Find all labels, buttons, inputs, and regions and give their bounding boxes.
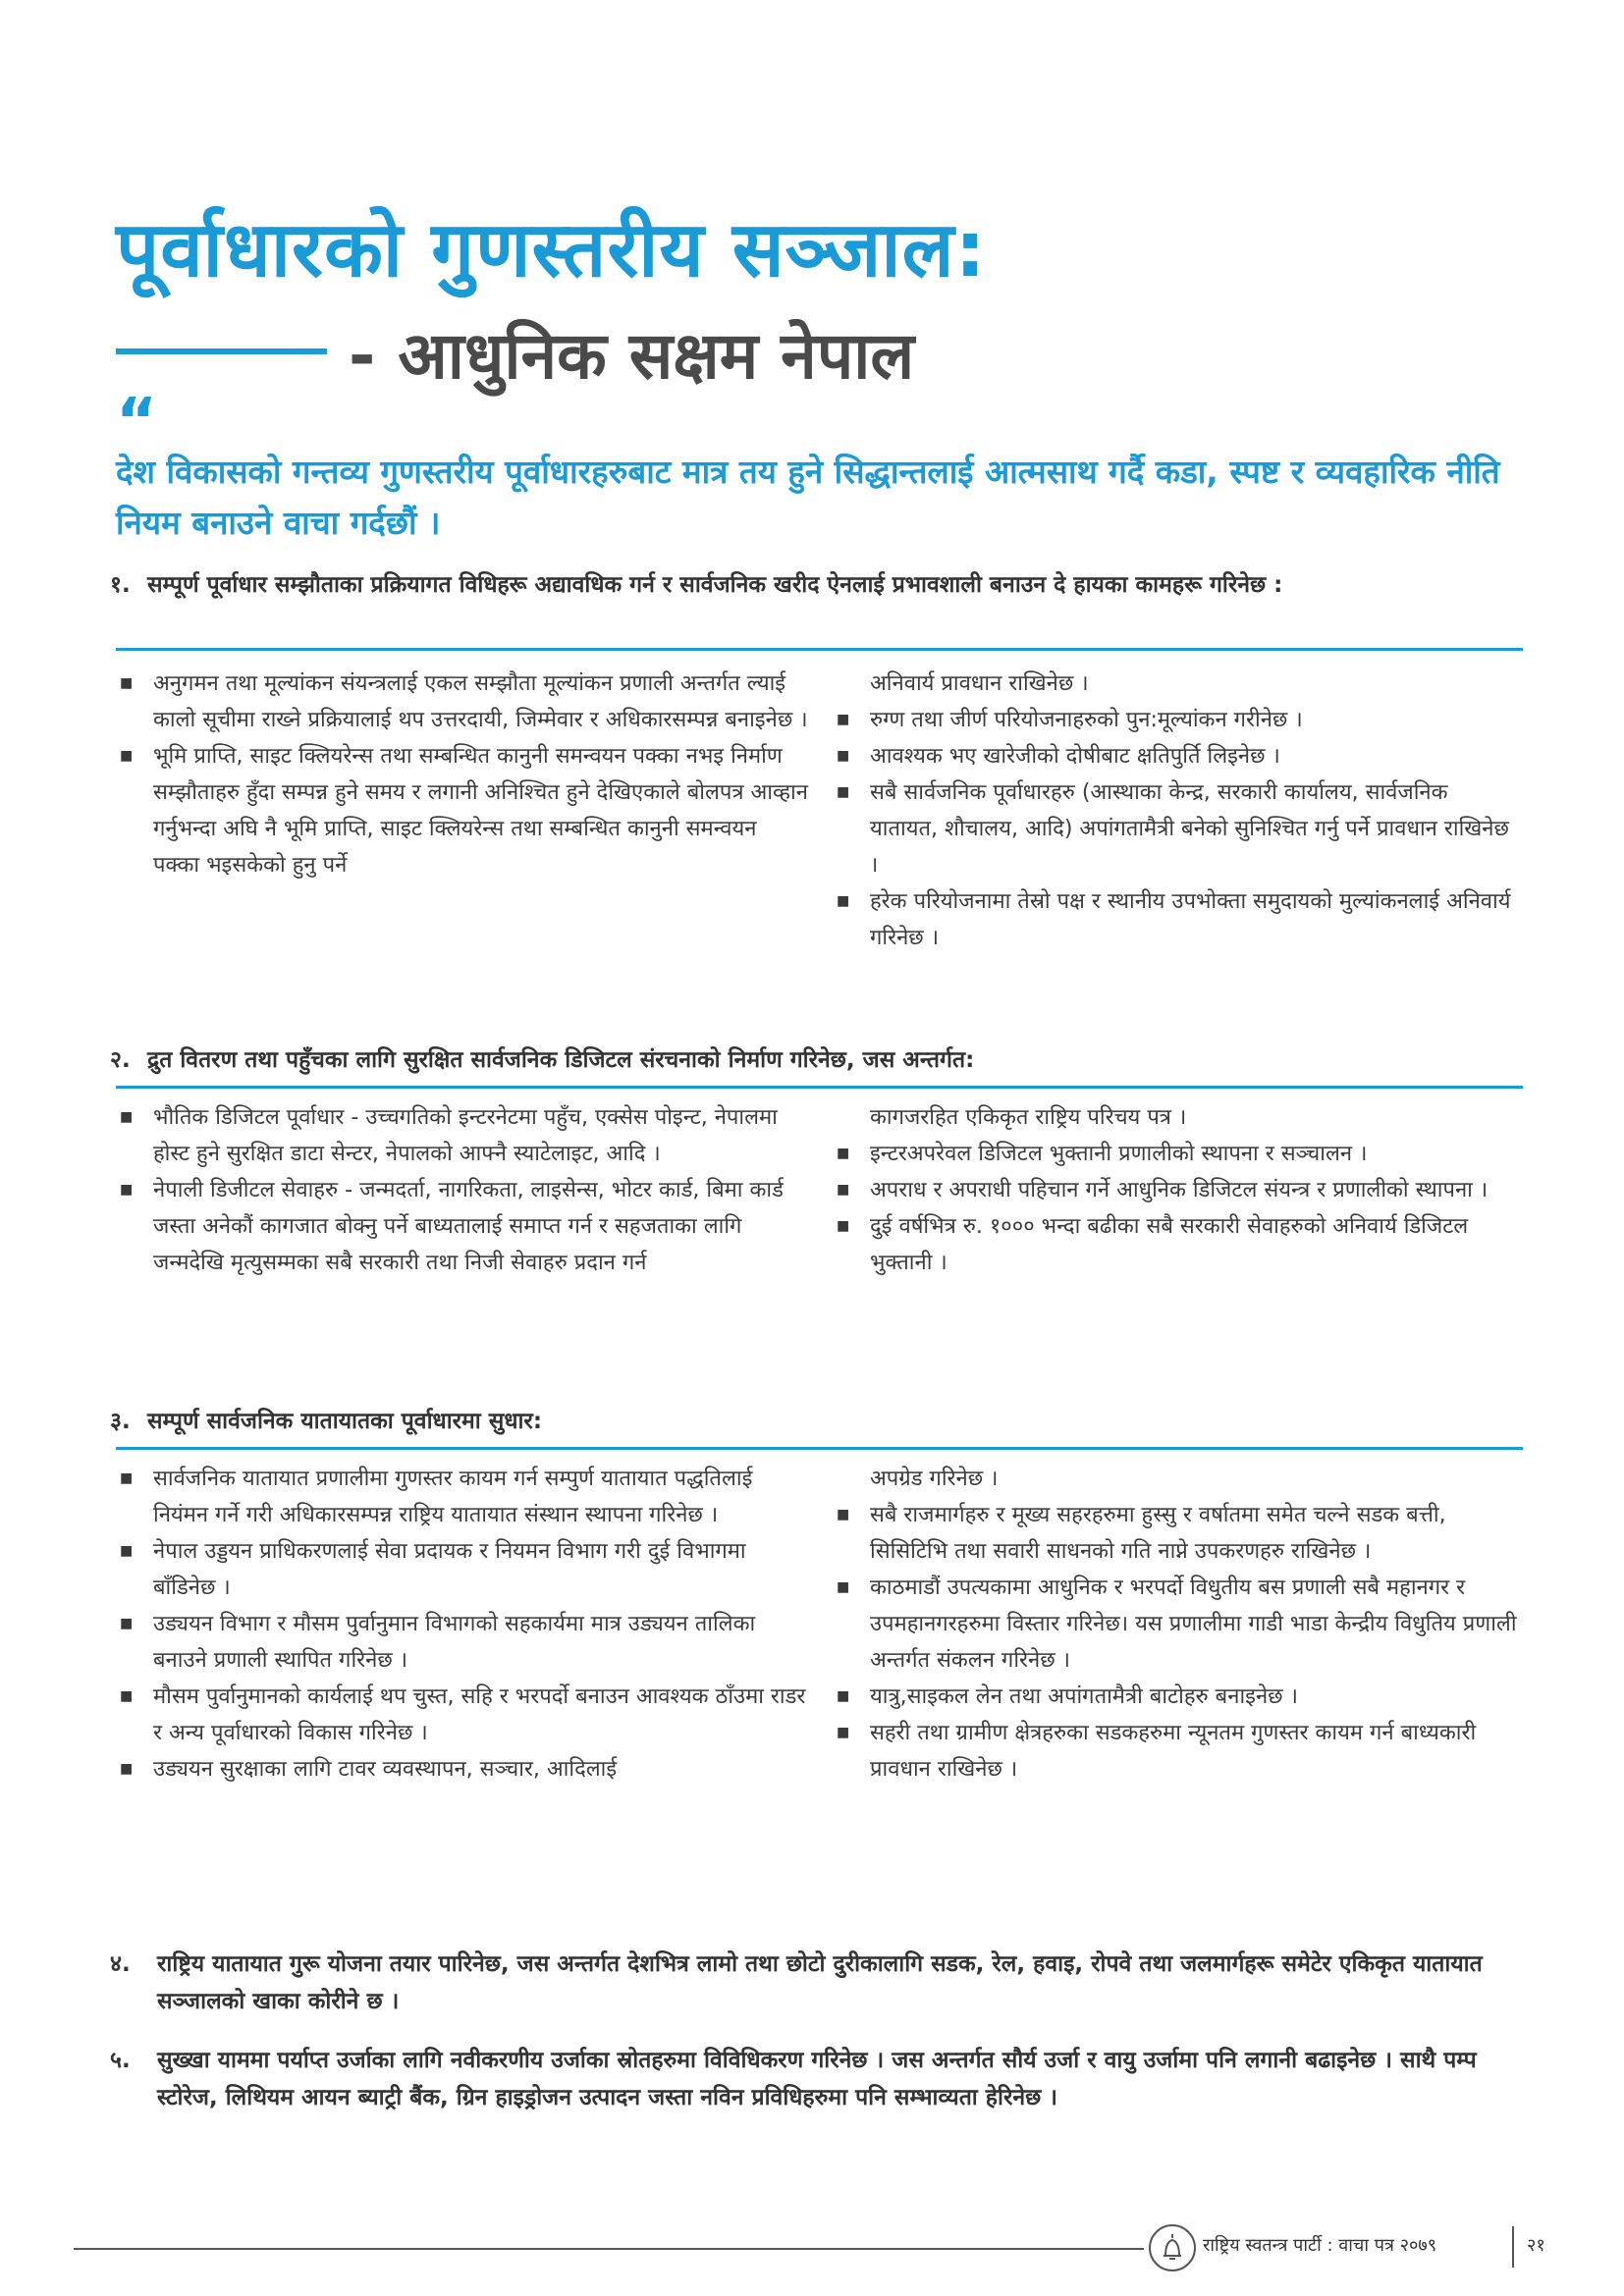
party-bell-icon: [1149, 2224, 1196, 2271]
bullet-icon: ■: [120, 1616, 134, 1631]
bullet-icon: ■: [837, 1146, 850, 1161]
list-item: ■ सबै राजमार्गहरु र मूख्य सहरहरुमा हुस्सु र वर्षातमा समेत चल्ने सडक बत्ती, सिसिटिभि तथा सवारी साधनको गति नाप्ने उपकरणहरु राखिनेछ ।: [833, 1497, 1520, 1570]
bullet-icon: ■: [837, 748, 850, 764]
bullet-icon: ■: [837, 1688, 850, 1704]
list-item: ■ भौतिक डिजिटल पूर्वाधार - उच्चगतिको इन्टरनेटमा पहुँच, एक्सेस पोइन्ट, नेपालमा होस्ट हुने सुरक्षित डाटा सेन्टर, नेपालको आफ्नै स्याटेलाइट, आदि ।: [116, 1099, 808, 1172]
paragraph-number: ५.: [110, 2048, 131, 2073]
list-item: ■ उड्ययन विभाग र मौसम पुर्वानुमान विभागको सहकार्यमा मात्र उड्ययन तालिका बनाउने प्रणाली स्थापित गरिनेछ ।: [116, 1606, 808, 1679]
bullet-icon: ■: [120, 1543, 134, 1559]
bullet-icon: ■: [120, 1688, 134, 1704]
bullet-icon: ■: [837, 1507, 850, 1522]
section-3-heading: [110, 1404, 1524, 1439]
paragraph-5: [110, 2042, 1524, 2116]
list-item-continuation: अपग्रेड गरिनेछ ।: [870, 1467, 999, 1491]
list-item: ■ रुग्ण तथा जीर्ण परियोजनाहरुको पुन:मूल्यांकन गरीनेछ ।: [833, 702, 1520, 738]
section-2-heading: [110, 1042, 1524, 1078]
section-1-heading: [110, 567, 1524, 603]
list-item: ■ सहरी तथा ग्रामीण क्षेत्रहरुका सडकहरुमा न्यूनतम गुणस्तर कायम गर्न बाध्यकारी प्रावधान राखिनेछ ।: [833, 1715, 1520, 1788]
bullet-icon: ■: [837, 1725, 850, 1740]
section-2-right-column: [833, 1099, 1520, 1281]
intro-quote: देश विकासको गन्तव्य गुणस्तरीय पूर्वाधारहरुबाट मात्र तय हुने सिद्धान्तलाई आत्मसाथ गर्दै कडा, स्पष्ट र व्यवहारिक नीति नियम बनाउने वाचा गर्दछौं ।: [116, 453, 1500, 542]
bullet-icon: ■: [837, 1218, 850, 1234]
bullet-icon: ■: [120, 1109, 134, 1125]
list-item: ■ हरेक परियोजनामा तेस्रो पक्ष र स्थानीय उपभोक्ता समुदायको मुल्यांकनलाई अनिवार्य गरिनेछ ।: [833, 883, 1520, 956]
paragraph-number: ४.: [110, 1951, 131, 1977]
bullet-icon: ■: [837, 1579, 850, 1595]
section-heading-text: द्रुत वितरण तथा पहुँचका लागि सुरक्षित सार्वजनिक डिजिटल संरचनाको निर्माण गरिनेछ, जस अन्तर्गत:: [147, 1047, 975, 1073]
page-subtitle: - आधुनिक सक्षम नेपाल: [349, 318, 915, 394]
list-item: ■ काठमाडौं उपत्यकामा आधुनिक र भरपर्दो विधुतीय बस प्रणाली सबै महानगर र उपमहानगरहरुमा विस्तार गरिनेछ। यस प्रणालीमा गाडी भाडा केन्द्रीय विधुतिय प्रणाली अन्तर्गत संकलन गरिनेछ ।: [833, 1570, 1520, 1679]
section-rule: [116, 1447, 1523, 1450]
paragraph-text: राष्ट्रिय यातायात गुरू योजना तयार पारिनेछ, जस अन्तर्गत देशभित्र लामो तथा छोटो दुरीकालागि सडक, रेल, हवाइ, रोपवे तथा जलमार्गहरू समेटेर एकिकृत यातायात सञ्जालको खाका कोरीने छ ।: [157, 1951, 1483, 2014]
list-item: ■ यात्रु,साइकल लेन तथा अपांगतामैत्री बाटोहरु बनाइनेछ ।: [833, 1679, 1520, 1715]
bullet-icon: ■: [120, 675, 134, 691]
page-title: पूर्वाधारको गुणस्तरीय सञ्जाल:: [116, 206, 987, 294]
page-number: २१: [1527, 2235, 1545, 2256]
bullet-icon: ■: [837, 712, 850, 727]
section-number: १.: [110, 572, 131, 598]
footer-rule: [74, 2248, 1144, 2250]
section-rule: [116, 1086, 1523, 1089]
footer-text: राष्ट्रिय स्वतन्त्र पार्टी : वाचा पत्र २०७९: [1203, 2235, 1437, 2256]
bullet-icon: ■: [120, 1182, 134, 1198]
list-item-continuation: कागजरहित एकिकृत राष्ट्रिय परिचय पत्र ।: [870, 1105, 1187, 1130]
section-3-right-column: [833, 1461, 1520, 1788]
section-3-left-column: [116, 1461, 808, 1788]
list-item: ■ आवश्यक भए खारेजीको दोषीबाट क्षतिपुर्ति लिइनेछ ।: [833, 738, 1520, 774]
section-number: ३.: [110, 1409, 131, 1434]
bullet-icon: ■: [837, 1182, 850, 1198]
list-item: ■ अपराध र अपराधी पहिचान गर्ने आधुनिक डिजिटल संयन्त्र र प्रणालीको स्थापना ।: [833, 1172, 1520, 1208]
list-item: ■ मौसम पुर्वानुमानको कार्यलाई थप चुस्त, सहि र भरपर्दो बनाउन आवश्यक ठाँउमा राडर र अन्य पूर्वाधारको विकास गरिनेछ ।: [116, 1679, 808, 1751]
section-rule: [116, 648, 1523, 651]
section-heading-text: सम्पूर्ण सार्वजनिक यातायातका पूर्वाधारमा सुधार:: [147, 1409, 543, 1434]
bullet-icon: ■: [120, 748, 134, 764]
footer-divider: [1512, 2226, 1514, 2268]
list-item: ■ नेपाली डिजीटल सेवाहरु - जन्मदर्ता, नागरिकता, लाइसेन्स, भोटर कार्ड, बिमा कार्ड जस्ता अनेकौं कागजात बोक्नु पर्ने बाध्यतालाई समाप्त गर्न र सहजताका लागि जन्मदेखि मृत्युसम्मका सबै सरकारी तथा निजी सेवाहरु प्रदान गर्न: [116, 1172, 808, 1281]
bullet-icon: ■: [120, 1761, 134, 1777]
list-item: ■ भूमि प्राप्ति, साइट क्लियरेन्स तथा सम्बन्धित कानुनी समन्वयन पक्का नभइ निर्माण सम्झौताहरु हुँदा सम्पन्न हुने समय र लगानी अनिश्चित हुने देखिएकाले बोलपत्र आव्हान गर्नुभन्दा अघि नै भूमि प्राप्ति, साइट क्लियरेन्स तथा सम्बन्धित कानुनी समन्वयन पक्का भइसकेको हुनु पर्ने: [116, 738, 808, 883]
section-number: २.: [110, 1047, 131, 1073]
list-item: ■ सार्वजनिक यातायात प्रणालीमा गुणस्तर कायम गर्न सम्पुर्ण यातायात पद्धतिलाई नियंमन गर्ने गरी अधिकारसम्पन्न राष्ट्रिय यातायात संस्थान स्थापना गरिनेछ ।: [116, 1461, 808, 1533]
list-item: ■ अनुगमन तथा मूल्यांकन संयन्त्रलाई एकल सम्झौता मूल्यांकन प्रणाली अन्तर्गत ल्याई कालो सूचीमा राख्ने प्रक्रियालाई थप उत्तरदायी, जिम्मेवार र अधिकारसम्पन्न बनाइनेछ ।: [116, 666, 808, 738]
section-1-left-column: [116, 666, 808, 883]
list-item: ■ नेपाल उड्डयन प्राधिकरणलाई सेवा प्रदायक र नियमन विभाग गरी दुई विभागमा बाँडिनेछ ।: [116, 1533, 808, 1606]
bullet-icon: ■: [120, 1470, 134, 1486]
section-heading-text: सम्पूर्ण पूर्वाधार सम्झौताका प्रक्रियागत विधिहरू अद्यावधिक गर्न र सार्वजनिक खरीद ऐनलाई प्रभावशाली बनाउन दे हायका कामहरू गरिनेछ :: [147, 572, 1283, 598]
list-item: ■ दुई वर्षभित्र रु. १००० भन्दा बढीका सबै सरकारी सेवाहरुको अनिवार्य डिजिटल भुक्तानी ।: [833, 1208, 1520, 1281]
bullet-icon: ■: [837, 784, 850, 800]
paragraph-text: सुख्खा याममा पर्याप्त उर्जाका लागि नवीकरणीय उर्जाका स्रोतहरुमा विविधिकरण गरिनेछ । जस अन्तर्गत सौर्य उर्जा र वायु उर्जामा पनि लगानी बढाइनेछ । साथै पम्प स्टोरेज, लिथियम आयन ब्याट्री बैंक, ग्रिन हाइड्रोजन उत्पादन जस्ता नविन प्रविधिहरुमा पनि सम्भाव्यता हेरिनेछ ।: [157, 2048, 1477, 2110]
quote-mark-icon: “: [116, 386, 158, 458]
title-rule: [116, 348, 327, 354]
list-item: ■ सबै सार्वजनिक पूर्वाधारहरु (आस्थाका केन्द्र, सरकारी कार्यालय, सार्वजनिक यातायत, शौचालय, आदि) अपांगतामैत्री बनेको सुनिश्चित गर्नु पर्ने प्रावधान राखिनेछ ।: [833, 774, 1520, 883]
section-1-right-column: [833, 666, 1520, 956]
paragraph-4: [110, 1946, 1524, 2020]
section-2-left-column: [116, 1099, 808, 1281]
bullet-icon: ■: [837, 893, 850, 909]
list-item-continuation: अनिवार्य प्रावधान राखिनेछ ।: [870, 671, 1089, 696]
list-item: ■ इन्टरअपरेवल डिजिटल भुक्तानी प्रणालीको स्थापना र सञ्चालन ।: [833, 1136, 1520, 1172]
list-item: ■ उड्ययन सुरक्षाका लागि टावर व्यवस्थापन, सञ्चार, आदिलाई: [116, 1751, 808, 1788]
